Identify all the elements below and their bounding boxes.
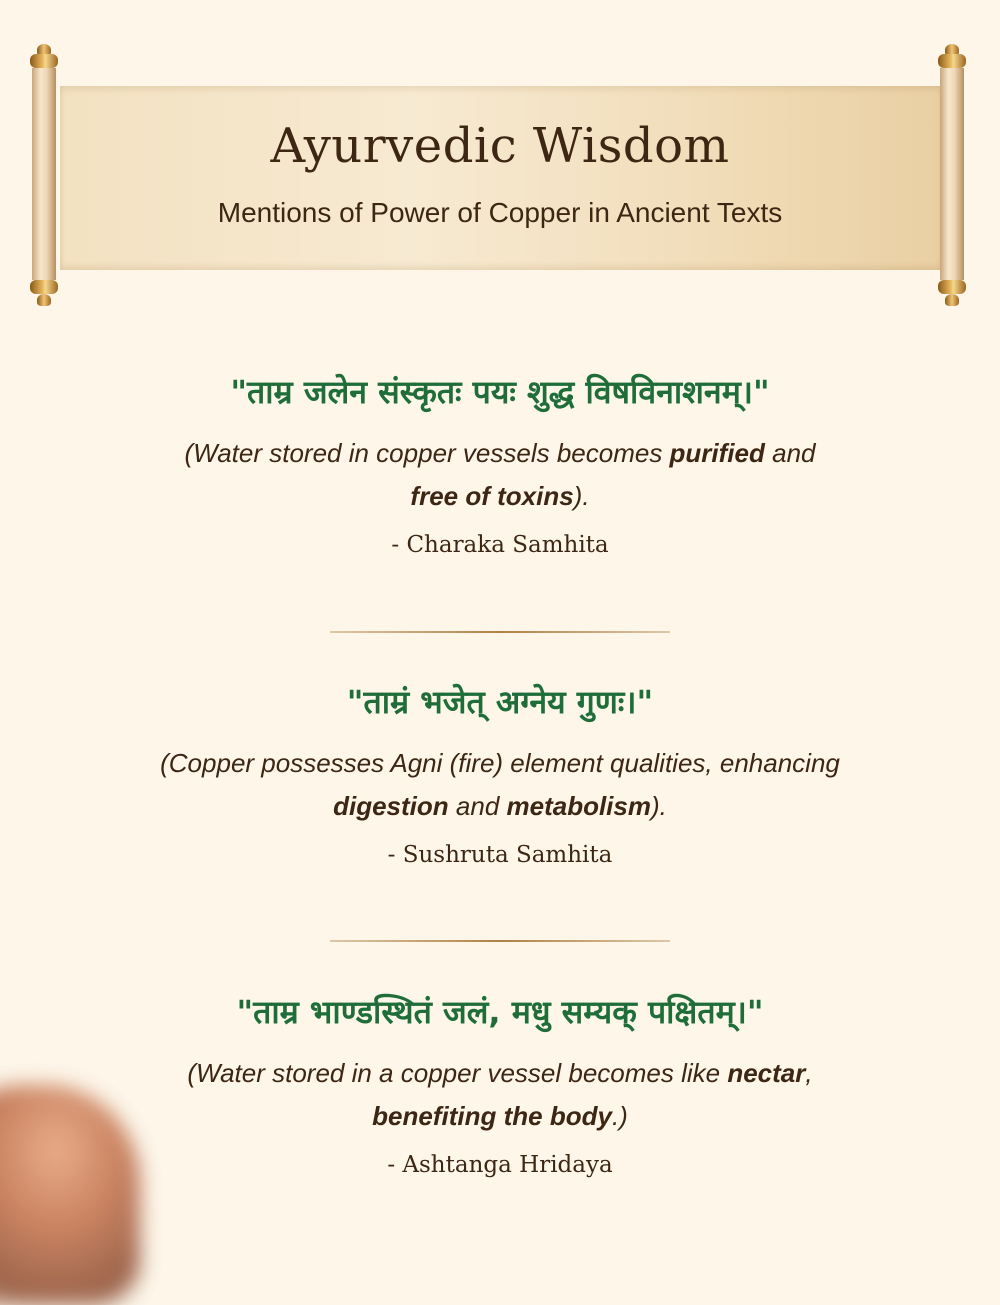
scroll-paper — [60, 86, 942, 270]
source-citation: - Sushruta Samhita — [387, 842, 613, 868]
translation-segment: and — [448, 791, 507, 821]
scroll-right-rod — [936, 44, 972, 306]
source-citation: - Ashtanga Hridaya — [387, 1152, 613, 1178]
highlight-term: free of toxins — [410, 481, 574, 511]
highlight-term: metabolism — [506, 791, 651, 821]
translation-segment: .) — [611, 1101, 628, 1131]
divider — [330, 631, 670, 633]
source-citation: - Charaka Samhita — [391, 532, 609, 558]
translation-segment: (Copper possesses Agni (fire) element qualities, enhancing — [160, 748, 840, 778]
scroll-banner — [0, 0, 1000, 320]
sanskrit-verse: "ताम्र जलेन संस्कृतः पयः शुद्ध विषविनाशनम्।" — [230, 373, 770, 411]
highlight-term: digestion — [333, 791, 449, 821]
quote-block — [60, 680, 940, 868]
quote-block — [60, 990, 940, 1178]
highlight-term: benefiting the body — [372, 1101, 612, 1131]
page-subtitle: Mentions of Power of Copper in Ancient Texts — [217, 197, 783, 228]
sanskrit-verse: "ताम्रं भजेत् अग्नेय गुणः।" — [346, 683, 654, 721]
translation-text — [60, 432, 940, 518]
translation-segment: ). — [651, 791, 667, 821]
divider — [330, 940, 670, 942]
scroll-left-rod — [28, 44, 64, 306]
quote-block — [60, 370, 940, 558]
translation-text — [60, 1052, 940, 1138]
page-title: Ayurvedic Wisdom — [270, 118, 730, 174]
highlight-term: purified — [669, 438, 765, 468]
translation-text — [60, 742, 940, 828]
translation-segment: , — [805, 1058, 813, 1088]
sanskrit-verse: "ताम्र भाण्डस्थितं जलं, मधु सम्यक् पक्षितम्।" — [236, 993, 764, 1031]
translation-segment: and — [764, 438, 816, 468]
translation-segment: (Water stored in copper vessels becomes — [184, 438, 670, 468]
translation-segment: ). — [573, 481, 590, 511]
translation-segment: (Water stored in a copper vessel becomes like — [187, 1058, 728, 1088]
highlight-term: nectar — [727, 1058, 806, 1088]
